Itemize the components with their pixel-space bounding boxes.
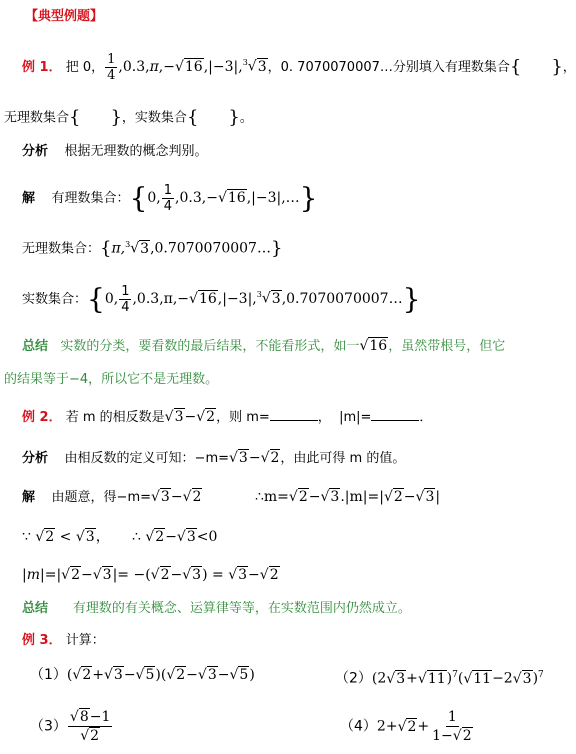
example-1-line-2 (4, 104, 253, 132)
frac-den: 4 (107, 68, 116, 83)
real-set-label: ，实数集合 (121, 110, 187, 126)
analysis-text: 根据无理数的概念判别。 (64, 144, 208, 159)
problem-number: （1） (30, 667, 67, 683)
real-label: 实数集合： (22, 292, 88, 307)
minus: − (248, 567, 260, 583)
radicand: 2 (192, 489, 202, 505)
radicand: 3 (113, 667, 123, 683)
close-brace: } (299, 181, 318, 215)
frac-num: 1 (447, 709, 457, 725)
abs-m-label: |m|= (339, 410, 372, 425)
frac-den (430, 727, 474, 745)
close-eq: ) = (202, 567, 224, 583)
val: ,0.7070070007… (281, 291, 403, 307)
val: π, (111, 240, 126, 257)
minus: − (492, 670, 504, 687)
problem-number: （3） (30, 718, 67, 735)
val: ,|−3|, (217, 291, 257, 307)
analysis-label: 分析 (22, 144, 49, 159)
comma: ， (95, 529, 110, 545)
radicand: 3 (140, 240, 150, 257)
sqrt-2: √2 (166, 667, 186, 683)
sqrt-16: √16 (359, 338, 388, 354)
two-plus: 2+ (376, 718, 398, 735)
val: 0, (104, 291, 119, 307)
irrational-label: 无理数集合： (22, 241, 101, 257)
summary-text: 实数的分类，要看数的最后结果，不能看形式，如一 (60, 339, 360, 354)
abs-bar: | (435, 489, 441, 505)
abs-line (22, 566, 280, 584)
minus: − (170, 489, 183, 505)
fraction-one-quarter (162, 183, 174, 214)
sqrt-16: √16 (174, 59, 203, 75)
frac-num: 1 (163, 183, 173, 198)
radicand: 3 (85, 529, 95, 545)
analysis-1 (22, 143, 208, 161)
open-brace: { (186, 107, 199, 128)
ex1-text-d: ， (562, 60, 576, 75)
summary-text: 有理数的有关概念、运算律等等，在实数范围内仍然成立。 (72, 601, 411, 616)
radicand: 2 (71, 567, 80, 583)
solution-text: 由题意，得−m= (51, 490, 151, 505)
problem-4 (340, 708, 476, 745)
minus: − (81, 567, 93, 583)
minus: − (163, 59, 175, 75)
sqrt-16: √16 (217, 190, 246, 206)
cbrt-3: $^3$√3 (242, 58, 267, 75)
sqrt-2: √2 (383, 489, 403, 505)
solution-2 (22, 488, 202, 507)
exponent: 7 (538, 670, 544, 680)
fraction-one-quarter (105, 52, 117, 83)
ex2-text-a: 若 m 的相反数是 (65, 410, 165, 425)
minus: − (308, 489, 321, 505)
less-than-zero: <0 (196, 529, 218, 545)
radicand: 3 (271, 291, 281, 307)
cbrt-3: $^3$√3 (125, 239, 150, 257)
sqrt-3: √3 (182, 567, 202, 583)
solution-2-therefore (255, 488, 440, 506)
radicand: 11 (473, 670, 492, 687)
example-2-label: 例 2． (22, 410, 62, 425)
close-brace: } (551, 56, 563, 78)
open-brace: { (69, 107, 81, 128)
coef: 2 (377, 670, 387, 687)
radicand: 2 (298, 489, 308, 505)
example-1-line-1 (22, 52, 576, 83)
problem-number: （2） (335, 670, 372, 687)
analysis-text-b: ，由此可得 m 的值。 (280, 451, 406, 466)
summary-1-line-1 (22, 337, 505, 356)
sqrt-8: √8 (69, 709, 89, 725)
radicand: 2 (462, 728, 472, 744)
radicand: 2 (393, 489, 403, 505)
sqrt-3: √3 (103, 667, 123, 683)
sqrt-5: √5 (135, 667, 155, 683)
sqrt-3: √3 (228, 567, 248, 583)
example-1-label: 例 1． (22, 60, 62, 75)
ex1-text-b: ,0.3, (118, 59, 150, 75)
ex3-text: 计算： (65, 633, 105, 648)
radicand: 3 (425, 489, 435, 505)
radicand: 2 (270, 450, 280, 466)
radicand: 3 (186, 529, 196, 545)
radicand: 3 (207, 667, 217, 683)
sqrt-5: √5 (229, 667, 249, 683)
example-2 (22, 408, 432, 427)
radicand: 2 (155, 529, 165, 545)
summary-1-line-2: 的结果等于−4，所以它不是无理数。 (4, 372, 219, 387)
sqrt-3: √3 (512, 670, 532, 687)
sqrt-2: √2 (182, 489, 202, 505)
one-minus: 1− (432, 728, 453, 744)
sqrt-3: √3 (229, 450, 248, 466)
problem-1: （1）(√2+√3−√5)(√2−√3−√5) (30, 667, 255, 683)
val: ,0.3,π,− (132, 291, 190, 307)
sqrt-2: √2 (259, 567, 279, 583)
radicand: 16 (198, 291, 217, 307)
frac-num: 1 (121, 284, 130, 299)
sqrt-3: √3 (386, 670, 406, 687)
open-brace: { (509, 56, 522, 78)
exponent: 7 (452, 670, 458, 680)
frac-den: 4 (163, 199, 173, 214)
sqrt-2: √2 (196, 409, 216, 425)
radicand: 5 (239, 667, 249, 683)
open-brace: { (129, 181, 148, 215)
radicand: 8 (79, 709, 89, 725)
abs-m: .|m|=| (340, 489, 384, 505)
radicand: 16 (184, 59, 203, 75)
plus: + (417, 718, 430, 735)
minus: − (248, 450, 261, 466)
therefore-symbol: ∴ (131, 529, 141, 545)
radicand: 2 (160, 567, 170, 583)
sqrt-3: √3 (151, 489, 170, 505)
radicand: 2 (206, 409, 216, 425)
radicand: 2 (176, 667, 186, 683)
ex2-text-c: ， (317, 410, 331, 425)
problem-2: $(2)(2√3+√11)^7(√11-2√3)^7$ (335, 670, 544, 687)
ex2-text-b: ，则 m= (216, 410, 270, 425)
radicand: 3 (257, 59, 267, 75)
therefore-m: ∴m= (255, 489, 289, 505)
summary-label: 总结 (22, 339, 49, 354)
solution-label: 解 (22, 191, 36, 206)
root-index: 3 (256, 290, 262, 300)
radicand: 2 (269, 567, 279, 583)
sqrt-2: √2 (80, 728, 100, 744)
comma: , (158, 59, 164, 75)
analysis-2 (22, 449, 405, 468)
sqrt-3: √3 (164, 409, 184, 425)
because-line (22, 528, 217, 546)
period: ． (419, 410, 433, 425)
minus: − (170, 567, 183, 583)
radicand: 3 (174, 409, 184, 425)
sqrt-3: √3 (92, 567, 112, 583)
because-symbol: ∵ (22, 529, 31, 545)
sqrt-11: √11 (417, 670, 446, 687)
radicand: 2 (407, 718, 417, 735)
minus-one: −1 (89, 709, 111, 725)
radicand: 5 (145, 667, 155, 683)
sqrt-2: √2 (61, 567, 80, 583)
val: ,0.3,− (175, 190, 218, 206)
period: 。 (239, 110, 253, 126)
radicand: 3 (160, 489, 170, 505)
rational-label: 有理数集合： (51, 191, 130, 206)
section-header: 【典型例题】 (25, 9, 104, 24)
radicand: 2 (82, 667, 92, 683)
sqrt-2: √2 (150, 567, 170, 583)
sqrt-3: √3 (415, 489, 435, 505)
frac-den: 4 (121, 300, 130, 315)
problem-number: （4） (340, 718, 377, 735)
sqrt-16: √16 (189, 291, 217, 307)
less-than: < (59, 529, 72, 545)
analysis-text-a: 由相反数的定义可知：−m= (64, 451, 229, 466)
val: ,0.7070070007… (150, 240, 271, 257)
sqrt-2: √2 (260, 450, 280, 466)
solution-label: 解 (22, 490, 36, 505)
close-brace: } (110, 107, 122, 128)
frac-den (78, 727, 102, 745)
example-3-label: 例 3． (22, 633, 62, 648)
val: ,|−3|,… (246, 190, 300, 206)
abs-m-open: |m|=| (22, 567, 62, 583)
radicand: 3 (330, 489, 340, 505)
frac-num (68, 708, 112, 727)
solution-1-real (22, 284, 420, 315)
sqrt-2: √2 (397, 718, 417, 735)
minus: − (123, 667, 136, 683)
problem-3 (30, 708, 113, 745)
radicand: 16 (369, 338, 388, 354)
blank-m[interactable] (270, 408, 318, 421)
close-brace: } (270, 238, 283, 259)
blank-abs-m[interactable] (371, 408, 419, 421)
radicand: 16 (227, 190, 246, 206)
sqrt-2: √2 (72, 667, 92, 683)
minus: − (165, 529, 177, 545)
solution-1-irrational (22, 235, 282, 263)
sqrt-2: √2 (288, 489, 308, 505)
radicand: 3 (522, 670, 532, 687)
irrational-set-label: 无理数集合 (4, 110, 70, 126)
radicand: 3 (192, 567, 202, 583)
minus: − (217, 667, 230, 683)
coef: 2 (503, 670, 513, 687)
radicand: 3 (396, 670, 406, 687)
root-index: 3 (125, 239, 131, 249)
pi-symbol: π (149, 59, 159, 75)
close-brace: } (228, 107, 240, 128)
radicand: 3 (102, 567, 112, 583)
fraction-problem-4 (430, 708, 474, 745)
ex1-text-a: 把 0， (65, 60, 105, 75)
example-3 (22, 632, 105, 650)
solution-1-rational (22, 183, 318, 214)
cbrt-3: $^3$√3 (256, 290, 281, 307)
root-index: 3 (242, 58, 248, 68)
abs-neg-3: ,|−3|, (203, 59, 243, 75)
open-brace: { (100, 238, 112, 259)
sqrt-2: √2 (452, 728, 472, 744)
neg-paren: |= −( (112, 567, 151, 583)
summary-2 (22, 600, 411, 618)
summary-label: 总结 (22, 601, 49, 616)
radicand: 3 (238, 567, 248, 583)
minus: − (403, 489, 416, 505)
radicand: 11 (427, 670, 446, 687)
sqrt-3: √3 (197, 667, 217, 683)
frac-num: 1 (107, 52, 116, 67)
close-brace: } (402, 282, 421, 316)
fraction-one-quarter (119, 284, 131, 315)
ex1-text-c: ，0. 7070070007…分别填入有理数集合 (267, 60, 510, 75)
summary-text-b: ，虽然带根号，但它 (388, 339, 506, 354)
sqrt-11: √11 (463, 670, 492, 687)
fraction-problem-3 (68, 708, 112, 745)
val: 0, (147, 190, 161, 206)
sqrt-2: √2 (35, 529, 55, 545)
sqrt-3: √3 (320, 489, 340, 505)
radicand: 2 (45, 529, 55, 545)
minus: − (186, 667, 198, 683)
radicand: 3 (238, 450, 248, 466)
sqrt-2: √2 (145, 529, 165, 545)
sqrt-3: √3 (176, 529, 196, 545)
open-brace: { (87, 282, 105, 316)
analysis-label: 分析 (22, 451, 49, 466)
sqrt-3: √3 (75, 529, 95, 545)
minus: − (184, 409, 197, 425)
radicand: 2 (90, 728, 100, 744)
